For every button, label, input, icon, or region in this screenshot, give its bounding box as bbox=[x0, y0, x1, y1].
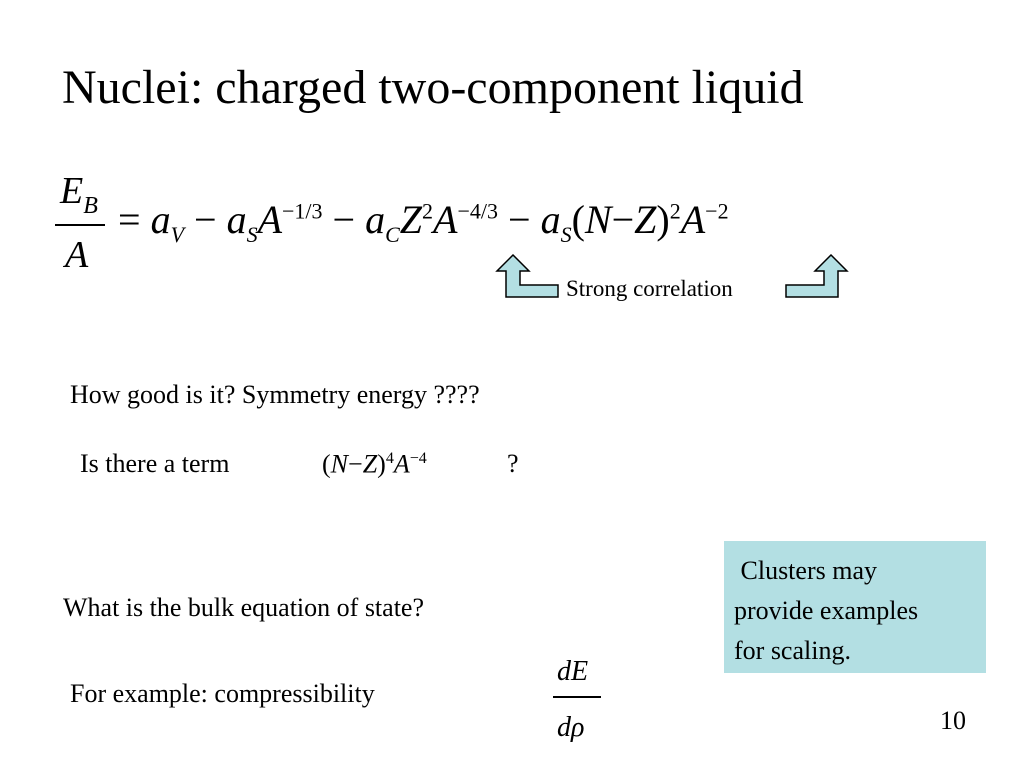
question-mark: ? bbox=[507, 449, 519, 478]
page-number: 10 bbox=[940, 706, 966, 735]
denominator-a: A bbox=[65, 234, 89, 276]
callout-line: for scaling. bbox=[734, 636, 851, 665]
term-asym: $a_S(N-Z)^2A^{-2}$ bbox=[540, 197, 729, 247]
derivative-bar bbox=[553, 696, 601, 698]
derivative-denominator: dρ bbox=[557, 712, 585, 743]
formula-rhs bbox=[118, 197, 729, 247]
term-av: $a_V$ bbox=[150, 197, 185, 247]
minus-sign: − bbox=[332, 197, 356, 242]
strong-correlation-label: Strong correlation bbox=[566, 276, 733, 301]
question-term-label: Is there a term bbox=[80, 449, 230, 478]
term-formula-n-minus-z-4: $(N-Z)^4A^{-4}$ bbox=[322, 449, 427, 479]
symbol-e: E bbox=[60, 170, 84, 212]
fraction-eb-over-a bbox=[55, 172, 105, 282]
slide-title: Nuclei: charged two-component liquid bbox=[62, 61, 804, 114]
numerator-eb bbox=[60, 170, 98, 219]
derivative-numerator: dE bbox=[557, 656, 589, 687]
term-as: $a_SA^{-1/3}$ bbox=[226, 197, 323, 247]
left-bent-arrow-icon bbox=[494, 253, 560, 299]
derivative-de-drho bbox=[553, 658, 603, 748]
fraction-bar bbox=[55, 224, 105, 226]
minus-sign: − bbox=[508, 197, 531, 242]
callout-line: provide examples bbox=[734, 596, 919, 625]
subscript-b: B bbox=[83, 193, 98, 219]
term-ac: $a_CZ^2A^{-4/3}$ bbox=[365, 197, 499, 247]
clusters-callout-box bbox=[724, 541, 986, 673]
callout-line: Clusters may bbox=[734, 556, 877, 585]
equals-sign: = bbox=[118, 197, 141, 242]
minus-sign: − bbox=[194, 197, 217, 242]
question-how-good: How good is it? Symmetry energy ???? bbox=[70, 380, 480, 409]
question-bulk-eos: What is the bulk equation of state? bbox=[63, 593, 425, 622]
right-bent-arrow-icon bbox=[784, 253, 850, 299]
example-compressibility: For example: compressibility bbox=[70, 679, 375, 708]
